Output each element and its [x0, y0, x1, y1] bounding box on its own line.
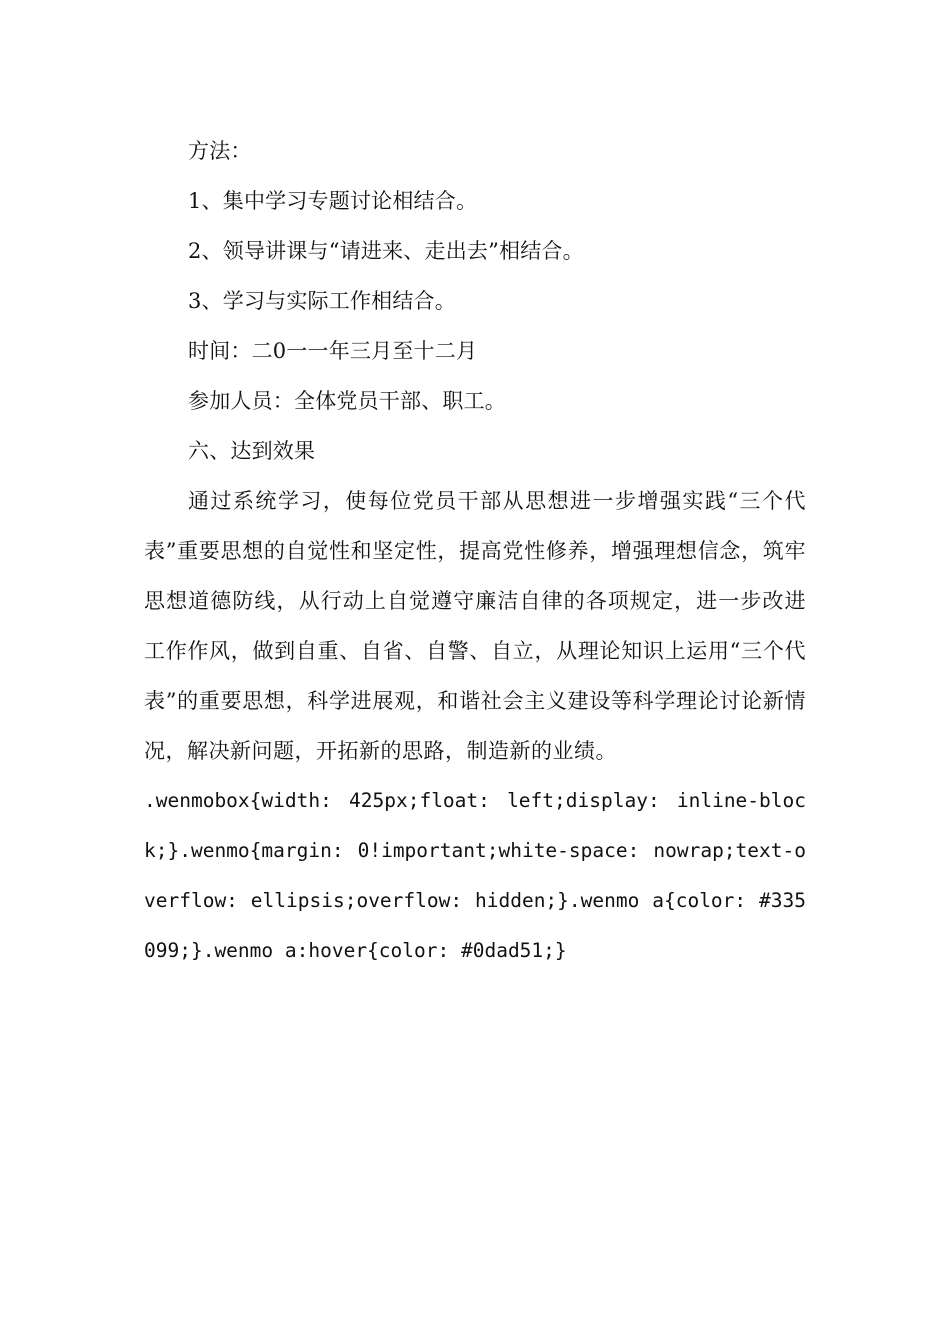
time-line: 时间：二0一一年三月至十二月	[188, 339, 478, 363]
method-item-3: 3、学习与实际工作相结合。	[188, 289, 456, 313]
section-heading-effects: 六、达到效果	[188, 439, 316, 463]
effects-paragraph: 通过系统学习，使每位党员干部从思想进一步增强实践“三个代表”重要思想的自觉性和坚定性，提高党性修养，增强理想信念，筑牢思想道德防线，从行动上自觉遵守廉洁自律的各项规定，进一步改进工作作风，做到自重、自省、自警、自立，从理论知识上运用“三个代表”的重要思想，科学进展观，和谐社会主义建设等科学理论讨论新情况，解决新问题，开拓新的思路，制造新的业绩。	[144, 489, 806, 763]
stray-css-text: .wenmobox{width: 425px;float: left;display: inline-block;}.wenmo{margin: 0!important;white-space: nowrap;text-overflow: ellipsis;overflow: hidden;}.wenmo a{color: #335099;}.wenmo a:hover{color: #0dad51;}	[144, 789, 806, 962]
method-heading: 方法：	[188, 139, 252, 163]
document-body	[144, 126, 806, 976]
participants-line: 参加人员：全体党员干部、职工。	[188, 389, 506, 413]
method-item-1: 1、集中学习专题讨论相结合。	[188, 189, 478, 213]
method-item-2: 2、领导讲课与“请进来、走出去”相结合。	[188, 239, 584, 263]
